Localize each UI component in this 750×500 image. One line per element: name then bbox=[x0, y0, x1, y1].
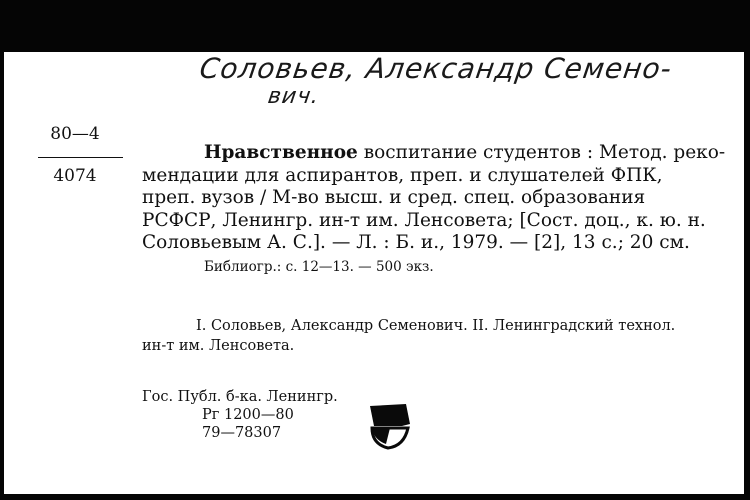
entry-line-4: РСФСР, Ленингр. ин-т им. Ленсовета; [Сост. доц., к. ю. н. bbox=[142, 209, 706, 231]
scan-border-bottom bbox=[0, 494, 750, 500]
entry-line-1-text: воспитание студентов : Метод. реко- bbox=[357, 142, 726, 163]
entry-line-2: мендации для аспирантов, преп. и слушателей ФПК, bbox=[142, 164, 663, 186]
publisher-line-2: Рг 1200—80 bbox=[202, 407, 294, 423]
shelf-mark-top: 80—4 bbox=[50, 124, 100, 144]
tracings-line-1: I. Соловьев, Александр Семенович. II. Ленинградский технол. bbox=[196, 318, 676, 334]
entry-line-1 bbox=[142, 142, 738, 165]
publisher-line-1: Гос. Публ. б-ка. Ленингр. bbox=[142, 389, 338, 405]
publisher-info bbox=[142, 388, 338, 442]
entry-title: Нравственное bbox=[204, 142, 358, 163]
handwritten-author-line1: Соловьев, Александр Семено- bbox=[197, 52, 675, 85]
tracings-line-2: ин-т им. Ленсовета. bbox=[142, 338, 295, 354]
ink-stamp bbox=[366, 400, 412, 450]
entry-line-3: преп. вузов / М-во высш. и сред. спец. образования bbox=[142, 187, 646, 208]
scan-border-top bbox=[0, 0, 750, 52]
scan-border-left bbox=[0, 0, 4, 500]
shelf-mark-divider bbox=[38, 157, 123, 158]
tracings bbox=[142, 316, 742, 356]
publisher-line-3: 79—78307 bbox=[202, 425, 282, 441]
shelf-mark-bottom: 4074 bbox=[53, 166, 97, 186]
scan-border-right bbox=[744, 0, 750, 500]
bibliography-note: Библиогр.: с. 12—13. — 500 экз. bbox=[204, 259, 434, 275]
handwritten-author-line2: вич. bbox=[266, 84, 322, 109]
entry-line-5: Соловьевым А. С.]. — Л. : Б. и., 1979. — [2], 13 с.; 20 см. bbox=[142, 232, 690, 253]
catalog-entry bbox=[142, 142, 738, 255]
